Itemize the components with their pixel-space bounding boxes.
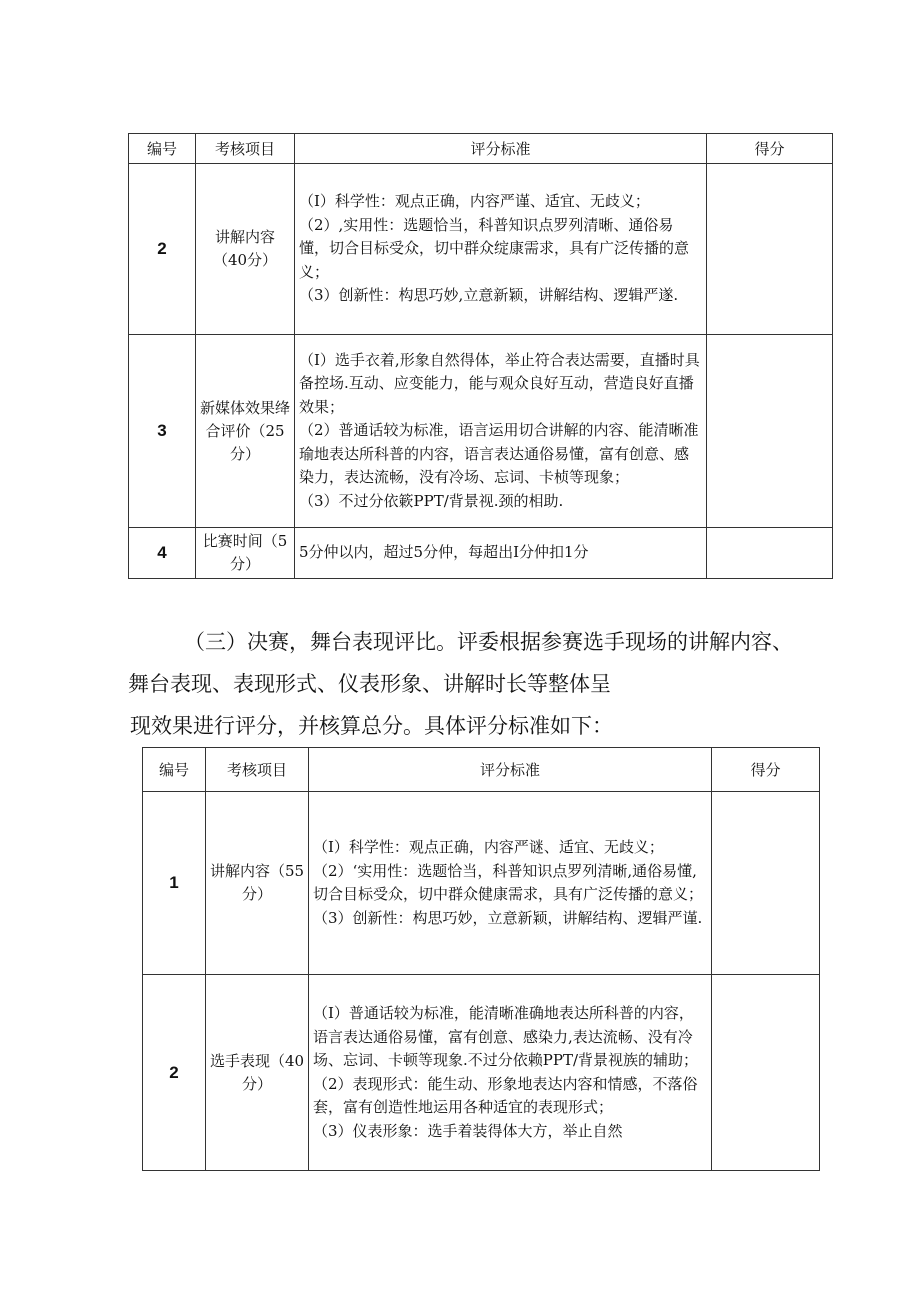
row-number: 1 xyxy=(143,792,206,975)
header-score: 得分 xyxy=(707,134,833,164)
criterion: （I）科学性：观点正确，内容严谜、适宜、无歧义； xyxy=(313,838,664,856)
row-number: 4 xyxy=(129,528,196,579)
row-score xyxy=(707,335,833,528)
row-criteria xyxy=(295,528,707,579)
row-score xyxy=(707,528,833,579)
final-round-paragraph-line2: 舞台表现、表现形式、仪表形象、讲解时长等整体呈 xyxy=(128,672,611,696)
table-row xyxy=(143,792,820,975)
row-item: 新媒体效果绛合评价（25分） xyxy=(196,335,295,528)
row-item: 比赛时间（5分） xyxy=(196,528,295,579)
criterion: （3）不过分依簌PPT/背景视.颈的相助. xyxy=(299,491,564,510)
header-criteria: 评分标准 xyxy=(309,748,712,792)
criterion: （2）‘实用性：选题恰当，科普知识点罗列清晰,通俗易懂,切合目标受众，切中群众健康需求，具有广泛传播的意义； xyxy=(313,861,704,903)
table-header-row xyxy=(143,748,820,792)
header-criteria: 评分标准 xyxy=(295,134,707,164)
criterion: （3）仪表形象：选手着装得体大方，举止自然 xyxy=(313,1121,623,1140)
criterion: （I）选手衣着,形象自然得体，举止符合表达需要，直播时具备控场.互动、应变能力，能与观众良好互动，营造良好直播效果； xyxy=(299,350,700,416)
header-number: 编号 xyxy=(129,134,196,164)
criterion: （I）科学性：观点正确，内容严谨、适宜、无歧义； xyxy=(299,192,650,211)
row-number: 2 xyxy=(129,164,196,335)
table-row xyxy=(143,975,820,1171)
row-criteria xyxy=(295,335,707,528)
table-header-row xyxy=(129,134,833,164)
row-item: 选手表现（40分） xyxy=(206,975,309,1171)
row-item: 讲解内容（55分） xyxy=(206,792,309,975)
criterion: （I）普通话较为标准，能清晰准确地表达所科普的内容，语言表达通俗易懂，富有创意、感染力,表达流畅、没有冷场、忘词、卡顿等现象.不过分依赖PPT/背景视族的辅助； xyxy=(313,1004,699,1069)
row-criteria xyxy=(309,975,712,1171)
criterion: （2）普通话较为标准，语言运用切合讲解的内容、能清晰准瑜地表达所科普的内容，语言表达通俗易懂，富有创意、感染力，表达流畅，没有冷场、忘词、卡桢等现象； xyxy=(299,421,699,487)
criterion: （2）表现形式：能生动、形象地表达内容和情感，不落俗套，富有创造性地运用各种适宜的表现形式； xyxy=(313,1074,698,1116)
header-item: 考核项目 xyxy=(206,748,309,792)
scoring-table-final xyxy=(142,747,820,1171)
row-number: 3 xyxy=(129,335,196,528)
row-score xyxy=(707,164,833,335)
header-number: 编号 xyxy=(143,748,206,792)
row-score xyxy=(712,975,820,1171)
row-criteria xyxy=(295,164,707,335)
criterion: （3）创新性：构思巧妙，立意新颖，讲解结构、逻辑严谨. xyxy=(313,908,703,927)
row-criteria xyxy=(309,792,712,975)
table-row xyxy=(129,528,833,579)
criterion: （2）,实用性：选题恰当，科普知识点罗列清晰、通俗易懂，切合目标受众，切中群众绽康需求，具有广泛传播的意义； xyxy=(299,215,690,281)
criterion: 5分仲以内，超过5分仲，每超出I分仲扣1分 xyxy=(299,543,589,562)
criterion: （3）创新性：构思巧妙,立意新颖，讲解结构、逻辑严遂. xyxy=(299,286,679,305)
row-item: 讲解内容（40分） xyxy=(196,164,295,335)
row-number: 2 xyxy=(143,975,206,1171)
table-row xyxy=(129,335,833,528)
table-row xyxy=(129,164,833,335)
final-round-paragraph-line3: 现效果进行评分，并核算总分。具体评分标准如下： xyxy=(130,714,613,738)
final-round-paragraph-line1: （三）决赛，舞台表现评比。评委根据参赛选手现场的讲解内容、 xyxy=(184,630,793,654)
row-score xyxy=(712,792,820,975)
header-score: 得分 xyxy=(712,748,820,792)
header-item: 考核项目 xyxy=(196,134,295,164)
scoring-table-semifinal xyxy=(128,133,833,579)
